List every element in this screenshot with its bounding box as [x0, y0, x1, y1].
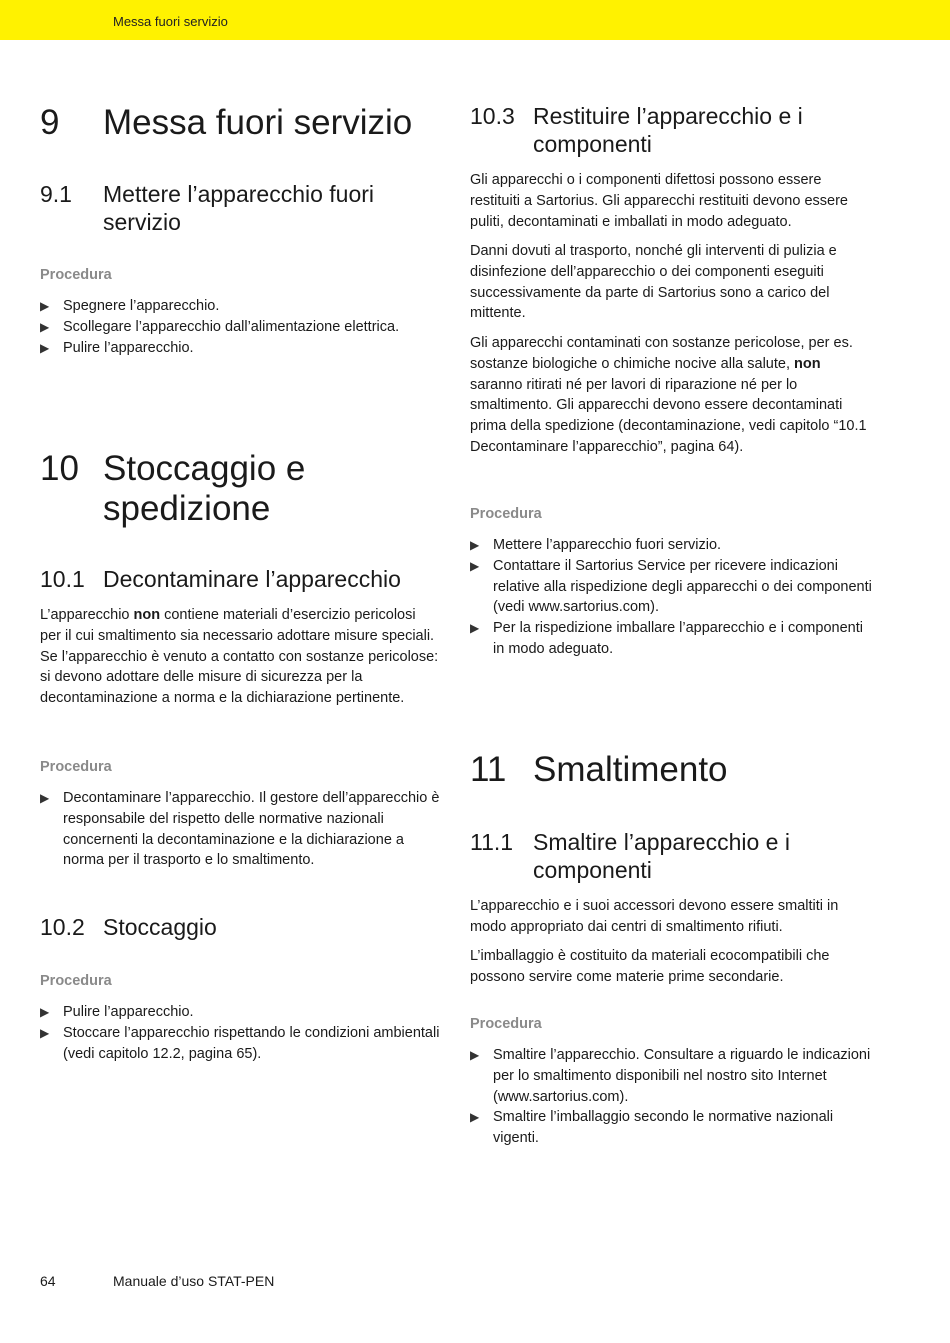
chapter-title: Stoccaggio e spedizione	[103, 449, 306, 528]
section-title: Mettere l’apparecchio fuori servizio	[103, 181, 375, 235]
list-item: ▶ Scollegare l’apparecchio dall’alimentazione elettrica.	[40, 317, 440, 338]
section-title: Decontaminare l’apparecchio	[103, 566, 401, 592]
manual-title: Manuale d’uso STAT-PEN	[113, 1273, 275, 1289]
right-triangle-icon: ▶	[470, 558, 480, 573]
list-item: ▶ Pulire l’apparecchio.	[40, 1002, 440, 1023]
section-number: 10.2	[40, 914, 85, 940]
section-paragraph: Danni dovuti al trasporto, nonché gli interventi di pulizia e disinfezione dell’apparecchio o dei componenti eseguiti successivamente da parte di Sartorius sono a carico del mittente.	[470, 243, 837, 322]
chapter-title: Messa fuori servizio	[103, 103, 413, 142]
list-item: ▶ Stoccare l’apparecchio rispettando le condizioni ambientali (vedi capitolo 12.2, pagina 65).	[40, 1024, 440, 1062]
list-item: ▶ Pulire l’apparecchio.	[40, 338, 440, 359]
chapter-number: 9	[40, 103, 60, 142]
chapter-number: 11	[470, 750, 507, 789]
section-number: 10.1	[40, 566, 85, 592]
list-item: ▶ Spegnere l’apparecchio.	[40, 296, 440, 317]
procedure-label: Procedura	[40, 267, 112, 283]
list-item: ▶ Smaltire l’apparecchio. Consultare a riguardo le indicazioni per lo smaltimento disponibili nel nostro sito Internet (www.sartorius.com).	[470, 1047, 871, 1105]
section-paragraph: L’apparecchio e i suoi accessori devono essere smaltiti in modo appropriato dai centri di smaltimento rifiuti.	[470, 898, 839, 935]
list-item: ▶ Smaltire l’imballaggio secondo le normative nazionali vigenti.	[470, 1109, 834, 1147]
procedure-steps	[40, 788, 440, 871]
section-paragraph: Gli apparecchi contaminati con sostanze pericolose, per es. sostanze biologiche o chimiche nocive alla salute, non saranno ritirati né per lavori di riparazione né per lo smaltimento. Gli apparecchi devono essere decontaminati prima della spedizione (decontaminazione, vedi capitolo “10.1 Decontaminare l’apparecchio”, pagina 64).	[470, 335, 867, 455]
right-triangle-icon: ▶	[470, 1110, 480, 1125]
right-triangle-icon: ▶	[40, 299, 50, 313]
section-number: 11.1	[470, 829, 514, 855]
procedure-label: Procedura	[470, 1016, 542, 1032]
section-title: Stoccaggio	[103, 914, 217, 940]
right-triangle-icon: ▶	[40, 340, 50, 355]
section-title: Smaltire l’apparecchio e i componenti	[533, 829, 790, 883]
procedure-label: Procedura	[40, 759, 112, 775]
right-triangle-icon: ▶	[470, 538, 480, 552]
section-paragraph: L’apparecchio non contiene materiali d’esercizio pericolosi per il cui smaltimento sia necessario adottare misure speciali. Se l’apparecchio è venuto a contatto con sostanze pericolose: si devono adottare delle misure di sicurezza per la decontaminazione a norma e la dichiarazione pertinente.	[40, 607, 439, 707]
right-triangle-icon: ▶	[470, 1048, 480, 1062]
right-triangle-icon: ▶	[40, 319, 50, 334]
section-number: 10.3	[470, 103, 515, 129]
right-triangle-icon: ▶	[470, 621, 480, 636]
section-paragraph: L’imballaggio è costituito da materiali ecocompatibili che possono servire come materie prime secondarie.	[470, 948, 830, 985]
header-title: Messa fuori servizio	[113, 14, 228, 29]
procedure-steps	[40, 296, 440, 358]
page-number: 64	[40, 1273, 56, 1289]
list-item: ▶ Per la rispedizione imballare l’apparecchio e i componenti in modo adeguato.	[470, 620, 863, 657]
section-number: 9.1	[40, 181, 72, 207]
list-item: ▶ Mettere l’apparecchio fuori servizio.	[470, 535, 875, 556]
list-item: ▶ Decontaminare l’apparecchio. Il gestore dell’apparecchio è responsabile del rispetto delle normative nazionali concernenti la decontaminazione e la dichiarazione a norma per il trasporto e lo smaltimento.	[40, 790, 440, 869]
procedure-steps	[470, 535, 875, 660]
procedure-steps	[470, 1045, 875, 1149]
right-triangle-icon: ▶	[40, 791, 50, 805]
section-paragraph: Gli apparecchi o i componenti difettosi possono essere restituiti a Sartorius. Gli apparecchi restituiti devono essere puliti, decontaminati e imballati in modo adeguato.	[470, 172, 848, 230]
section-title: Restituire l’apparecchio e i componenti	[533, 103, 803, 157]
procedure-steps	[40, 1002, 440, 1064]
list-item: ▶ Contattare il Sartorius Service per ricevere indicazioni relative alla rispedizione degli apparecchi o dei componenti (vedi www.sartorius.com).	[470, 557, 872, 616]
chapter-title: Smaltimento	[533, 750, 728, 789]
chapter-number: 10	[40, 449, 79, 488]
right-triangle-icon: ▶	[40, 1025, 50, 1040]
procedure-label: Procedura	[40, 973, 112, 989]
procedure-label: Procedura	[470, 506, 542, 522]
right-triangle-icon: ▶	[40, 1005, 50, 1019]
